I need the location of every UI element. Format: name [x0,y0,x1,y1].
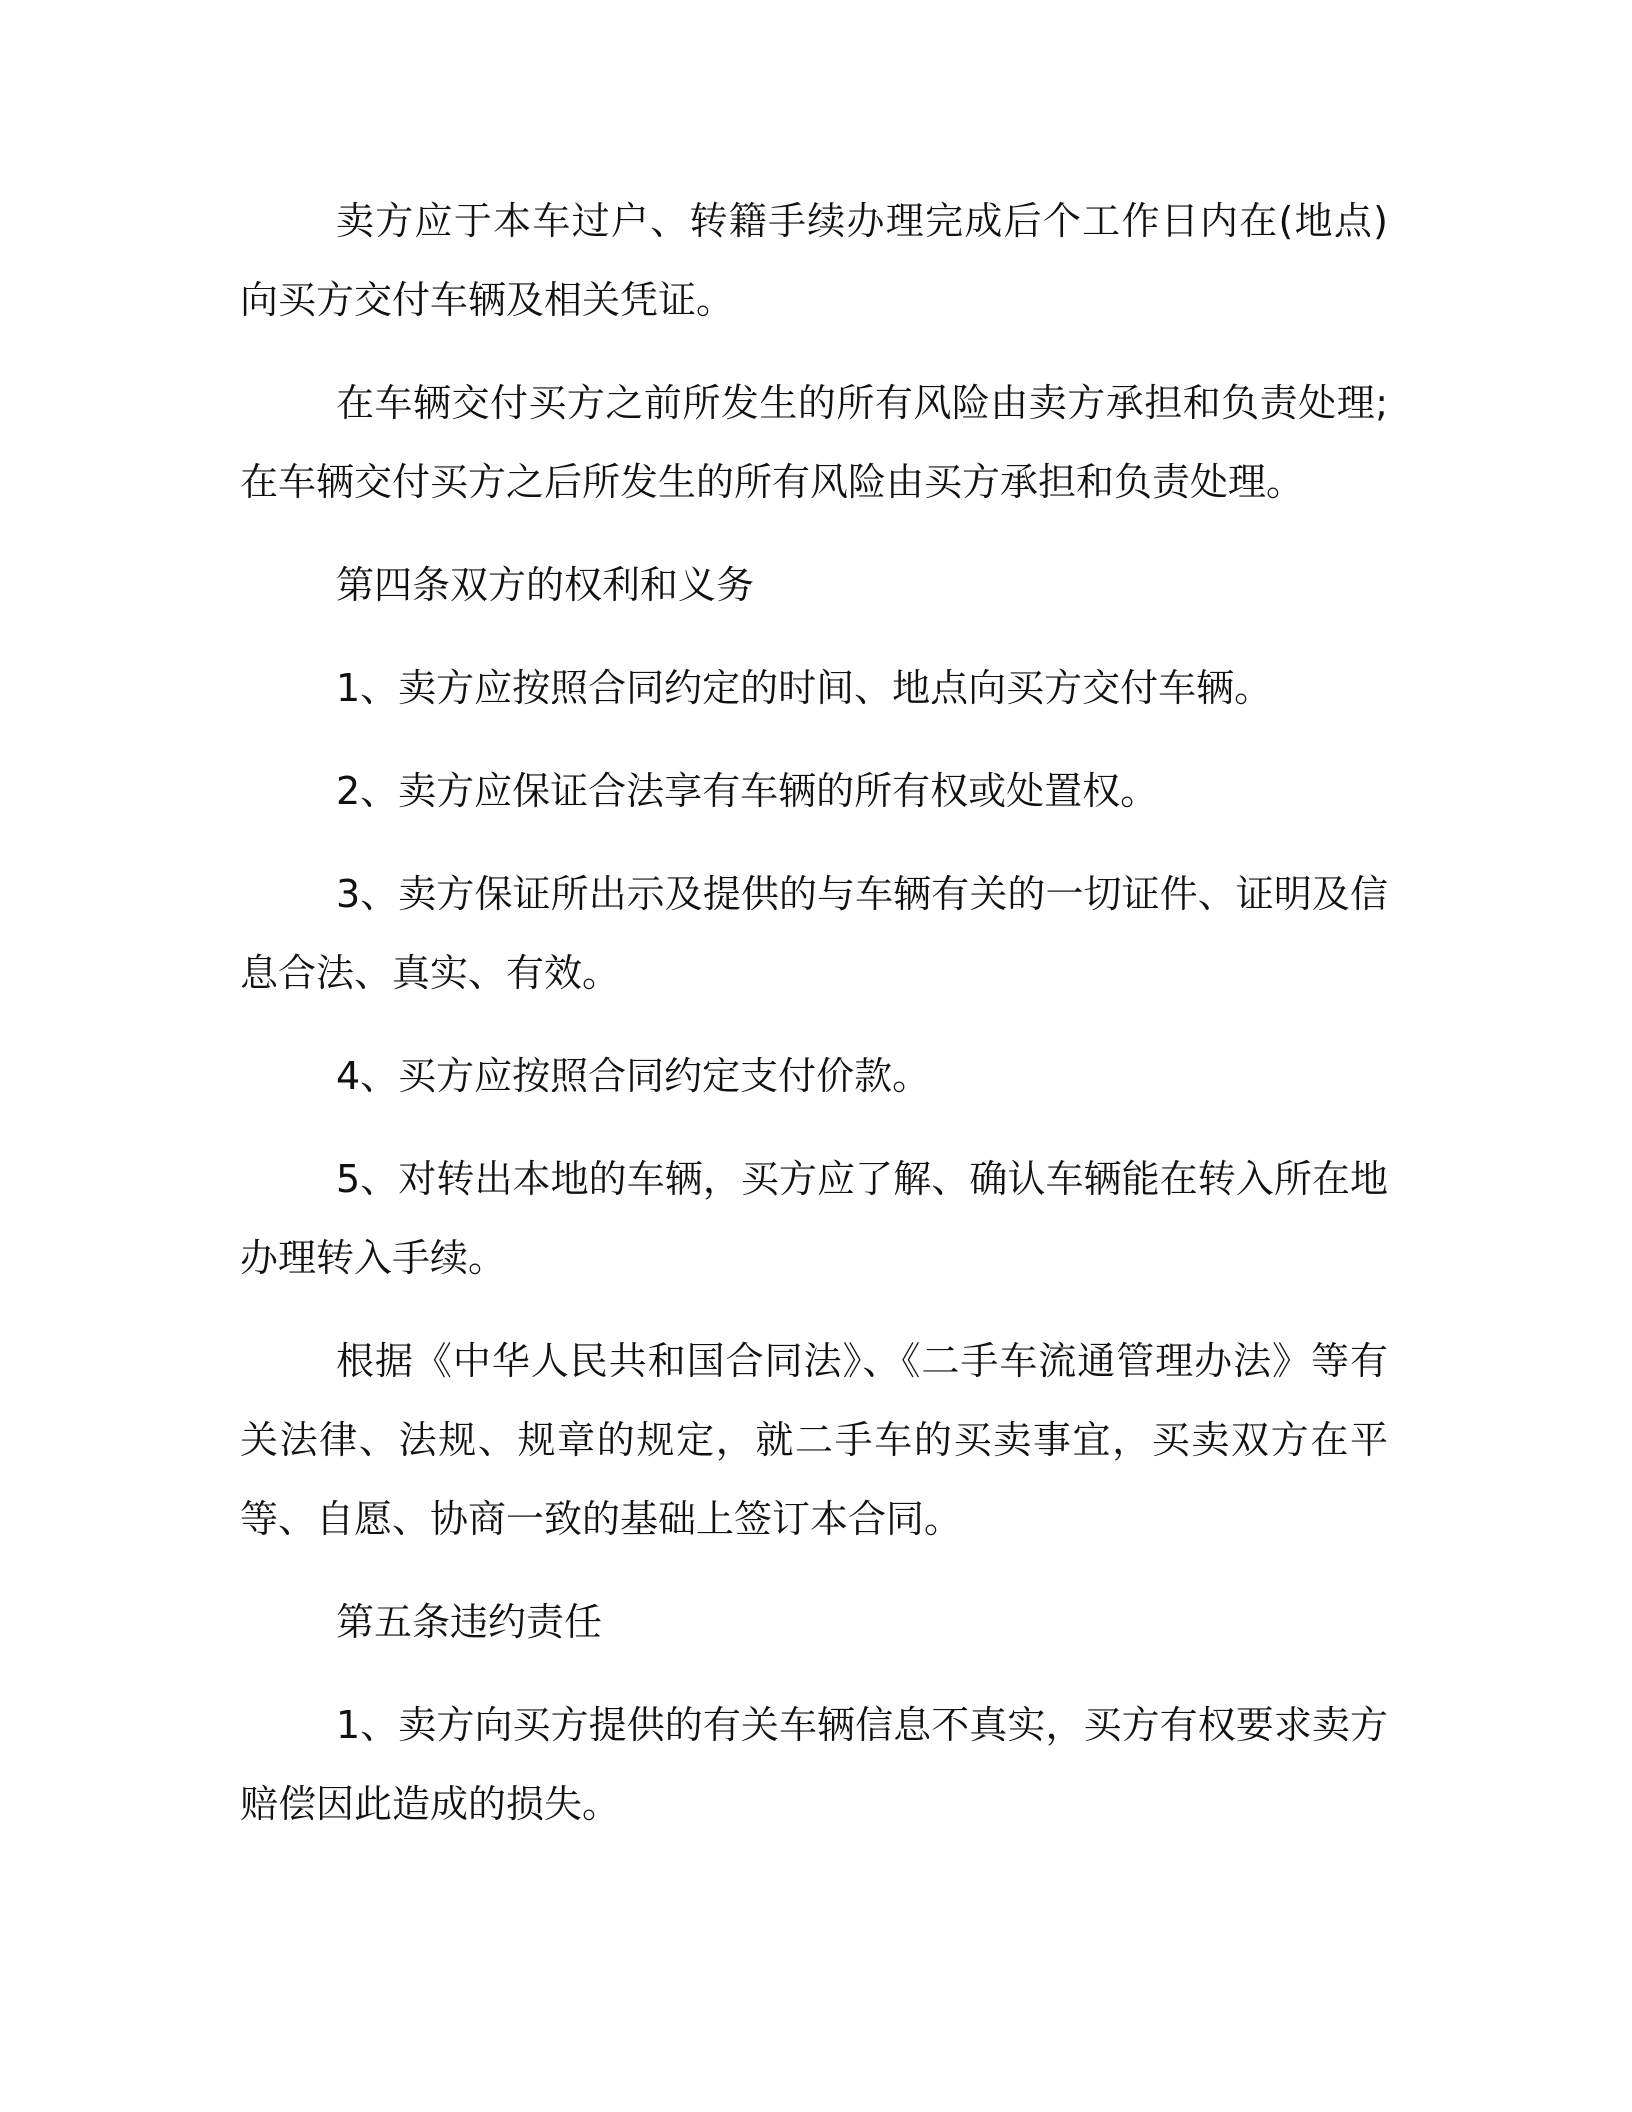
list-item: 4、买方应按照合同约定支付价款。 [336,1054,931,1098]
list-item: 1、卖方应按照合同约定的时间、地点向买方交付车辆。 [336,666,1273,710]
section-heading-article-4: 第四条双方的权利和义务 [336,563,755,607]
paragraph-risk: 在车辆交付买方之前所发生的所有风险由卖方承担和负责处理;在车辆交付买方之后所发生的所有风险由买方承担和负责处理。 [240,381,1388,504]
list-item: 2、卖方应保证合法享有车辆的所有权或处置权。 [336,769,1159,813]
list-item: 5、对转出本地的车辆，买方应了解、确认车辆能在转入所在地办理转入手续。 [240,1157,1388,1280]
paragraph-delivery: 卖方应于本车过户、转籍手续办理完成后个工作日内在(地点)向买方交付车辆及相关凭证。 [240,199,1388,322]
list-item: 3、卖方保证所出示及提供的与车辆有关的一切证件、证明及信息合法、真实、有效。 [240,872,1388,995]
list-item: 1、卖方向买方提供的有关车辆信息不真实，买方有权要求卖方赔偿因此造成的损失。 [240,1703,1388,1826]
section-heading-article-5: 第五条违约责任 [336,1600,603,1644]
document-body [240,182,1388,1868]
paragraph-legal-basis: 根据《中华人民共和国合同法》、《二手车流通管理办法》等有关法律、法规、规章的规定，就二手车的买卖事宜，买卖双方在平等、自愿、协商一致的基础上签订本合同。 [240,1339,1388,1541]
